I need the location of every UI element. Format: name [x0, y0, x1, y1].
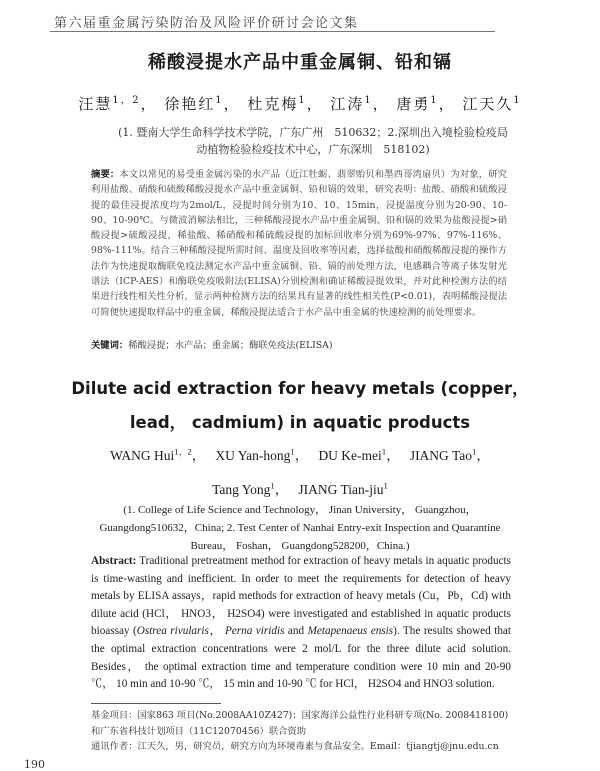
author: 唐勇$^1$ — [396, 95, 439, 113]
funding-note: 基金项目：国家863 项目(No.2008AA10Z427)；国家海洋公益性行业科研专项(No. 2008418100)和广东省科技计划项目（11C12070456）联合资助 — [91, 710, 509, 737]
author: 江天久$^1$ — [462, 95, 522, 113]
chinese-keywords — [91, 337, 507, 351]
keywords-text: 稀酸浸提；水产品；重金属；酶联免疫法(ELISA) — [128, 340, 333, 351]
header-rule — [50, 31, 495, 32]
english-abstract: Abstract: Traditional pretreatment method for extraction of heavy metals in aquatic products is time-wasting and inefficient. In order to meet the requirements for detection of heavy metals by ELISA assays，rapid methods for extraction of heavy metals (Cu，Pb，Cd) with dilute acid (HCl， HNO3， H2SO4) were investigated and established in aquatic products bioassay (Ostrea rivularis， Perna viridis and Metapenaeus ensis). The results showed that the optimal extraction concentrations were 2 mol/L for the three dilute acid solution. Besides， the optimal extraction time and temperature condition were 10 min and 20-90 ℃， 10 min and 10-90 ℃， 15 min and 10-90 ℃ for HCl， H2SO4 and HNO3 solution. — [91, 555, 511, 691]
author: JIANG Tian-jiu$^1$ — [298, 480, 388, 497]
abstract-text: 本文以常见的易受重金属污染的水产品（近江牡蛎、翡翠贻贝和墨西哥湾扇贝）为对象，研究利用盐酸、硝酸和硫酸稀酸浸提水产品中重金属铜、铅和镉的效果，研究表明：盐酸、硝酸和硫酸浸提的最佳浸提浓度均为2mol/L，浸提时间分别为10、10、15min，浸提温度分别为20-90、10-90、10-90℃。与微波消解法相比，三种稀酸浸提水产品中重金属铜、铅和镉的效果为盐酸浸提>硝酸浸提>硫酸浸提，稀盐酸、稀硝酸和稀硫酸浸提的加标回收率分别为69%-97%、97%-116%、98%-111%。结合三种稀酸浸提所需时间、温度及回收率等因素，选择盐酸和硝酸稀酸浸提的操作方法作为快速提取酶联免疫法测定水产品中重金属铜、铅、镉的前处理方法，电感耦合等离子体发射光谱法（ICP-AES）和酶联免疫吸附法(ELISA)分别检测和确证稀酸浸提效果，并对此种检测方法的结果进行线性相关性分析，显示两种检测方法的结果具有显著的线性相关性(P<0.01)，表明稀酸浸提法可简便快速提取样品中的重金属，稀酸浸提法适合于水产品中重金属的快速检测的前处理要求。 — [91, 169, 507, 318]
author: 江涛$^1$ — [330, 95, 373, 113]
english-affiliation: (1. College of Life Science and Technology， Jinan University， Guangzhou， Guangdong510632，China; 2. Test Center of Nanhai Entry-exit Inspection and Quarantine Bureau， Foshan， Guangdong528200，China.) — [99, 504, 501, 552]
species-name: Ostrea rivularis — [136, 625, 209, 638]
author: XU Yan-hong$^1$， — [215, 446, 316, 463]
species-name: Perna viridis — [224, 625, 285, 638]
author: 徐艳红$^1$ — [164, 95, 224, 113]
author: WANG Hui$^{1,2}$， — [110, 446, 213, 463]
footnote-rule — [91, 703, 221, 704]
corresponding-author-note: 通讯作者：江天久，男，研究员，研究方向为环境毒素与食品安全。Email：tjiangtj@jnu.edu.cn — [91, 741, 499, 752]
keywords-label: 关键词： — [91, 340, 129, 351]
english-title: Dilute acid extraction for heavy metals (copper， lead， cadmium) in aquatic products — [71, 379, 529, 432]
author: Tang Yong$^1$， — [212, 480, 296, 497]
running-header: 第六届重金属污染防治及风险评价研讨会论文集 — [54, 16, 359, 31]
author: 杜克梅$^1$ — [247, 95, 307, 113]
author: 汪慧$^{1,2}$ — [78, 95, 141, 113]
footnotes — [91, 708, 511, 755]
page-number: 190 — [24, 758, 45, 771]
abstract-label: 摘要： — [91, 169, 120, 180]
chinese-title: 稀酸浸提水产品中重金属铜、铅和镉 — [148, 52, 452, 73]
abstract-label: Abstract: — [91, 555, 137, 567]
species-name: Metapenaeus ensis — [307, 625, 394, 638]
english-authors — [70, 436, 530, 505]
chinese-abstract — [91, 167, 507, 320]
chinese-affiliation: (1. 暨南大学生命科学技术学院，广东广州 510632；2.深圳出入境检验检疫局动植物检验检疫技术中心，广东深圳 518102) — [118, 126, 508, 156]
chinese-authors: 汪慧$^{1,2}$， 徐艳红$^1$， 杜克梅$^1$， 江涛$^1$， 唐勇$^1$， 江天久$^1$ — [78, 95, 522, 113]
author: JIANG Tao$^1$， — [409, 446, 490, 463]
author: DU Ke-mei$^1$， — [318, 446, 407, 463]
